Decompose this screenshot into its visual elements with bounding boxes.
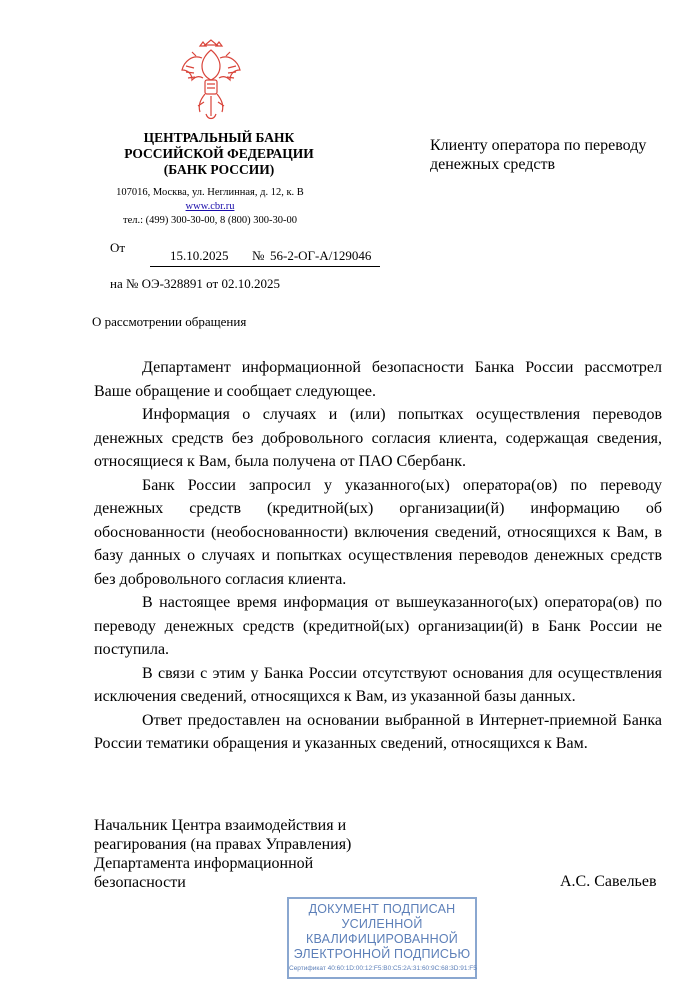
body-paragraph: В связи с этим у Банка России отсутствуют основания для осуществления исключения сведений, относящихся к Вам, из указанной базы данных. — [94, 664, 662, 705]
bank-phone: тел.: (499) 300-30-00, 8 (800) 300-30-00 — [122, 215, 297, 226]
stamp-line: КВАЛИФИЦИРОВАННОЙ — [306, 932, 458, 946]
body-paragraph: Ответ предоставлен на основании выбранной в Интернет-приемной Банка России тематики обращения и указанных сведений, относящихся к Вам. — [94, 711, 662, 752]
coat-of-arms-icon — [178, 36, 244, 126]
body-paragraph: Информация о случаях и (или) попытках осуществления переводов денежных средств без добровольного согласия клиента, содержащая сведения, относящиеся к Вам, была получена от ПАО Сбербанк. — [94, 406, 662, 470]
stamp-line: УСИЛЕННОЙ — [341, 917, 423, 931]
from-label: От — [110, 240, 126, 255]
position-line: реагирования (на правах Управления) — [94, 836, 352, 853]
bank-name-line-2: РОССИЙСКОЙ ФЕДЕРАЦИИ — [124, 146, 314, 161]
bank-address: 107016, Москва, ул. Неглинная, д. 12, к. В — [116, 187, 304, 198]
body-paragraph: В настоящее время информация от вышеуказанного(ых) оператора(ов) по переводу денежных средств (кредитной(ых) организации(й) в Банк России не поступила. — [94, 594, 662, 658]
signer-name: А.С. Савельев — [560, 873, 657, 890]
body-paragraph: Департамент информационной безопасности Банка России рассмотрел Ваше обращение и сообщает следующее. — [94, 359, 662, 400]
signer-position — [94, 816, 414, 892]
bank-name — [102, 130, 336, 178]
website-link[interactable]: www.cbr.ru — [185, 201, 235, 212]
subject: О рассмотрении обращения — [92, 314, 247, 329]
stamp-certificate — [289, 964, 475, 973]
electronic-signature-stamp — [287, 897, 477, 979]
recipient: Клиенту оператора по переводу денежных средств — [430, 137, 647, 173]
registration-line — [150, 248, 380, 267]
reference-number: на № ОЭ-328891 от 02.10.2025 — [110, 276, 280, 291]
certificate-label: Сертификат — [289, 965, 326, 972]
stamp-line: ДОКУМЕНТ ПОДПИСАН — [308, 902, 456, 916]
bank-name-line-3: (БАНК РОССИИ) — [163, 162, 275, 177]
bank-name-line-1: ЦЕНТРАЛЬНЫЙ БАНК — [143, 130, 295, 145]
bank-address-block — [104, 186, 316, 228]
registration-date: 15.10.2025 — [170, 248, 229, 263]
registration-number-label: № — [252, 248, 265, 263]
certificate-number: 40:60:1D:00:12:F5:B0:C5:2A:31:60:9C:68:3D:91:F5 — [327, 965, 477, 972]
body-paragraph: Банк России запросил у указанного(ых) оператора(ов) по переводу денежных средств (кредитной(ых) организации(й) информацию об обоснованности (необоснованности) включения сведений, относящихся к Вам, в базу данных о случаях и попытках осуществления переводов денежных средств без добровольного согласия клиента. — [94, 476, 662, 588]
stamp-line: ЭЛЕКТРОННОЙ ПОДПИСЬЮ — [293, 947, 471, 961]
position-line: безопасности — [94, 874, 186, 891]
position-line: Департамента информационной — [94, 855, 314, 872]
registration-number: 56-2-ОГ-А/129046 — [270, 248, 372, 263]
position-line: Начальник Центра взаимодействия и — [94, 817, 347, 834]
letter-body — [94, 356, 662, 756]
